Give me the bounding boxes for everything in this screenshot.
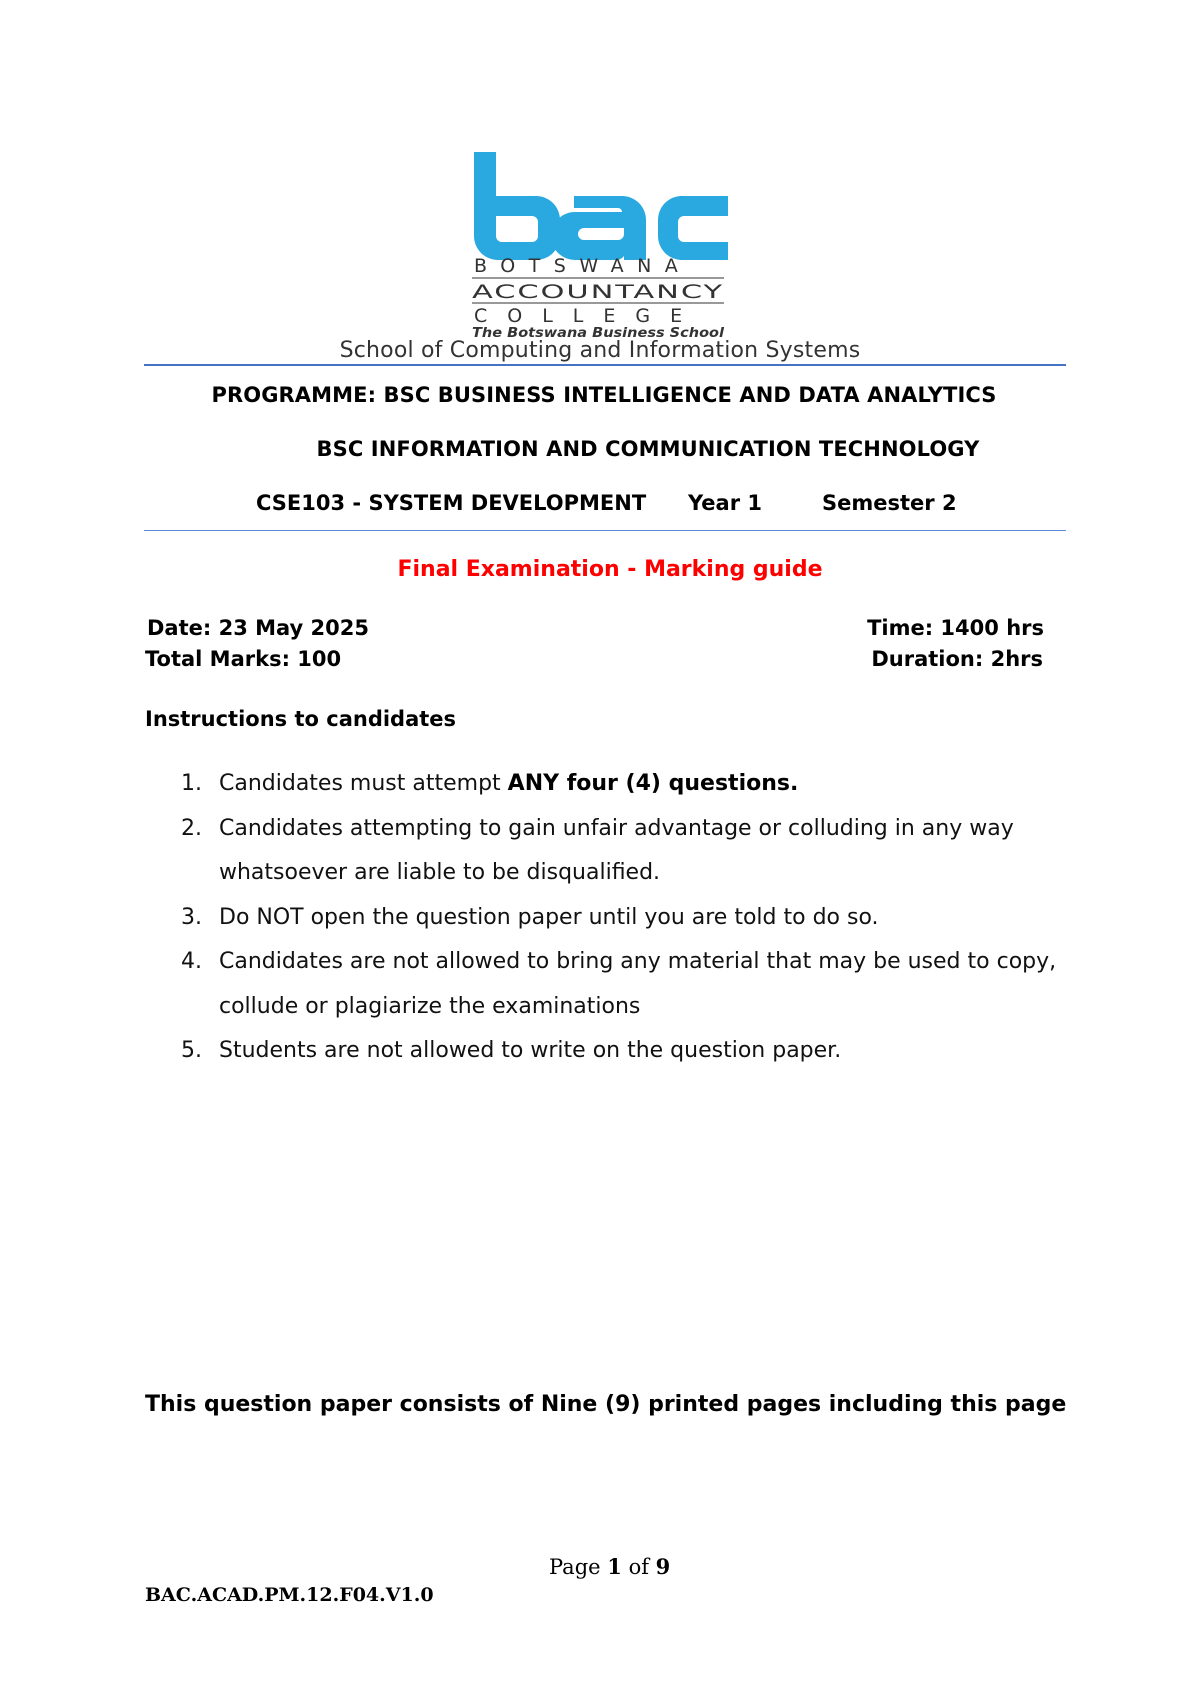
- list-item-number: 1.: [181, 771, 202, 796]
- list-item: [145, 807, 1075, 896]
- exam-time: Time: 1400 hrs: [867, 616, 1044, 640]
- logo-letter-c: [658, 196, 728, 260]
- logo-letter-a: [551, 196, 646, 260]
- logo-letter-b: [474, 152, 560, 260]
- course-semester: Semester 2: [822, 491, 957, 515]
- list-item-text: Do NOT open the question paper until you are told to do so.: [219, 904, 879, 930]
- page-current: 1: [607, 1554, 622, 1579]
- instructions-list: [145, 762, 1075, 1074]
- document-code: BAC.ACAD.PM.12.F04.V1.0: [145, 1584, 434, 1606]
- page-total: 9: [655, 1554, 671, 1579]
- programme-line-2: BSC INFORMATION AND COMMUNICATION TECHNOLOGY: [316, 437, 980, 461]
- course-year: Year 1: [688, 491, 762, 515]
- page-prefix: Page: [549, 1555, 608, 1579]
- logo-text-college: COLLEGE: [474, 305, 703, 327]
- list-item: [145, 940, 1075, 1029]
- course-code: CSE103 - SYSTEM DEVELOPMENT: [256, 491, 647, 515]
- bac-logo-graphic: [470, 148, 732, 338]
- exam-date: Date: 23 May 2025: [147, 616, 369, 640]
- list-item-emphasis: ANY four (4) questions.: [507, 771, 799, 796]
- college-logo: [470, 148, 732, 338]
- header-bottom-rule: [144, 530, 1066, 531]
- header-top-rule: [144, 364, 1066, 366]
- list-item-number: 5.: [181, 1038, 202, 1063]
- page-of: of: [621, 1555, 656, 1579]
- list-item-text: Candidates are not allowed to bring any material that may be used to copy, collude or plagiarize the examinations: [219, 949, 1057, 1019]
- page-count-note: This question paper consists of Nine (9) printed pages including this page: [145, 1392, 1067, 1417]
- list-item-text: Candidates must attempt: [219, 771, 508, 796]
- list-item-text: Candidates attempting to gain unfair advantage or colluding in any way whatsoever are liable to be disqualified.: [219, 815, 1014, 885]
- list-item: [145, 896, 1075, 941]
- exam-duration: Duration: 2hrs: [871, 647, 1043, 671]
- list-item-number: 2.: [181, 815, 202, 841]
- exam-total-marks: Total Marks: 100: [145, 647, 342, 671]
- list-item: [145, 1029, 1075, 1074]
- logo-tagline: The Botswana Business School: [472, 326, 725, 338]
- school-name: School of Computing and Information Systems: [339, 338, 861, 363]
- list-item-text: Students are not allowed to write on the question paper.: [219, 1038, 842, 1063]
- programme-line-1: PROGRAMME: BSC BUSINESS INTELLIGENCE AND DATA ANALYTICS: [211, 383, 997, 407]
- list-item-number: 3.: [181, 904, 202, 930]
- list-item: [145, 762, 1075, 807]
- page-number: [549, 1554, 670, 1579]
- course-line: [0, 491, 1200, 521]
- logo-text-accountancy: ACCOUNTANCY: [472, 281, 724, 303]
- list-item-number: 4.: [181, 949, 202, 974]
- exam-title: Final Examination - Marking guide: [397, 557, 823, 582]
- instructions-heading: Instructions to candidates: [145, 707, 457, 731]
- logo-text-botswana: BOTSWANA: [474, 255, 692, 277]
